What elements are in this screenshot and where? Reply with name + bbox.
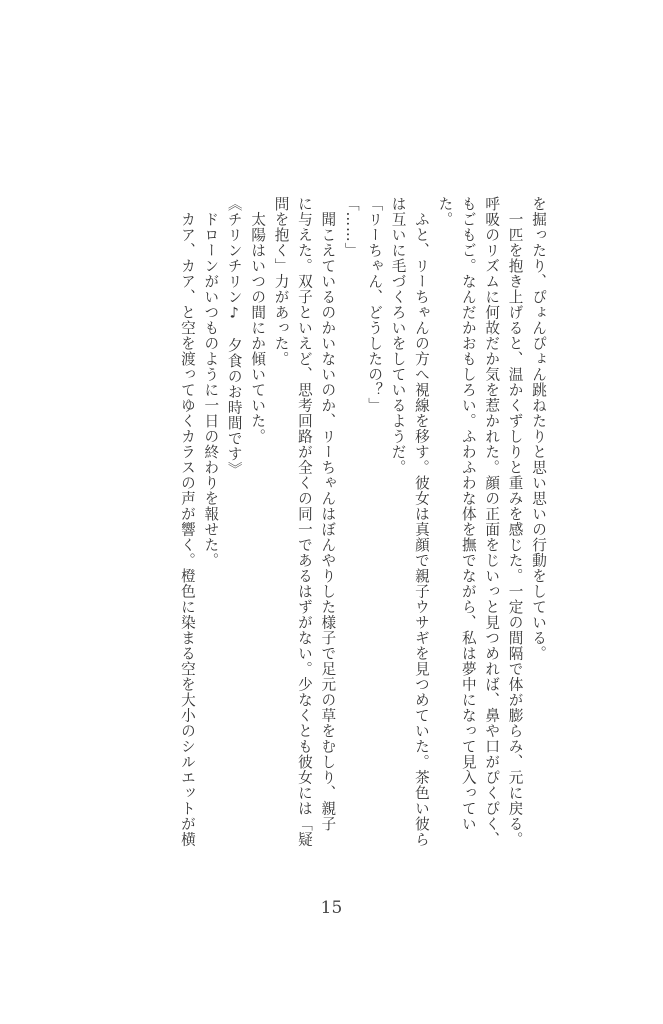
text-line: ふと、リーちゃんの方へ視線を移す。彼女は真顔で親子ウサギを見つめていた。茶色い彼ら — [412, 196, 430, 847]
text-line: 聞こえているのかいないのか、リーちゃんはぼんやりした様子で足元の草をむしり、親子 — [319, 196, 337, 832]
text-line: 《チリンチリン♪ 夕食のお時間です》 — [225, 196, 243, 478]
vertical-text-body — [118, 196, 550, 886]
text-line: は互いに毛づくろいをしているようだ。 — [389, 196, 407, 475]
text-line: カア、カア、と空を渡ってゆくカラスの声が響く。橙色に染まる空を大小のシルエットが横 — [178, 196, 196, 847]
text-line: た。 — [436, 196, 454, 227]
text-line: を掘ったり、ぴょんぴょん跳ねたりと思い思いの行動をしている。 — [530, 196, 547, 661]
text-line: 「リーちゃん、どうしたの？」 — [366, 196, 384, 413]
text-line: ドローンがいつものように一日の終わりを報せた。 — [202, 196, 220, 568]
text-line: 「……」 — [342, 196, 360, 258]
text-line: 一匹を抱き上げると、温かくずしりと重みを感じた。一定の間隔で体が膨らみ、元に戻る。 — [506, 196, 524, 847]
text-line: もごもご。なんだかおもしろい。ふわふわな体を撫でながら、私は夢中になって見入ってい — [459, 196, 477, 832]
text-line: 問を抱く」力があった。 — [272, 196, 290, 367]
text-line: 太陽はいつの間にか傾いていた。 — [249, 196, 267, 444]
page-number: 15 — [320, 898, 343, 918]
text-line: 呼吸のリズムに何故だか気を惹かれた。顔の正面をじいっと見つめれば、鼻や口がぴくぴく、 — [483, 196, 501, 847]
text-line: に与えた。双子といえど、思考回路が全くの同一であるはずがない。少なくとも彼女には「疑 — [295, 196, 313, 847]
